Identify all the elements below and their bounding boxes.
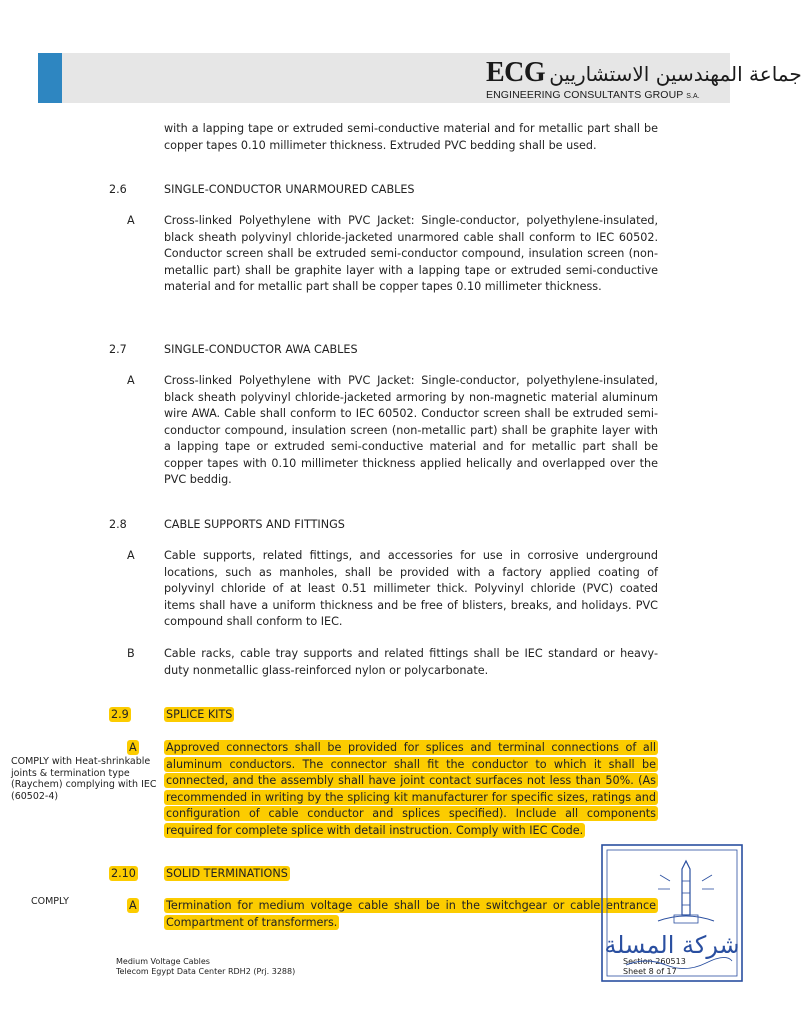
footer-sheet-number: Sheet 8 of 17 [623, 967, 677, 976]
item-letter: A [129, 741, 137, 754]
company-name: ENGINEERING CONSULTANTS GROUP S.A. [486, 89, 700, 101]
logo-arabic-text: جماعة المهندسين الاستشاريين [549, 62, 802, 86]
section-title: SPLICE KITS [166, 708, 233, 721]
stamp-text: شركة المسلة [604, 931, 740, 959]
footer-document-title: Medium Voltage Cables [116, 957, 210, 966]
section-title: SINGLE-CONDUCTOR UNARMOURED CABLES [164, 183, 415, 196]
footer-section-number: Section 260513 [623, 957, 686, 966]
item-paragraph: Termination for medium voltage cable shall be in the switchgear or cable entrance Compartment of transformers. [166, 899, 656, 929]
intro-paragraph: with a lapping tape or extruded semi-conductive material and for metallic part shall be copper tapes 0.10 millimeter thickness. Extruded PVC bedding shall be used. [164, 122, 658, 152]
footer-left [116, 957, 295, 977]
logo-ecg-text: ECG [486, 57, 546, 88]
section-number: 2.10 [111, 867, 136, 880]
company-stamp [598, 841, 746, 985]
item-paragraph: Cross-linked Polyethylene with PVC Jacket: Single-conductor, polyethylene-insulated, black sheath polyvinyl chloride-jacketed unarmored cable shall conform to IEC 60502. Conductor screen shall be extruded semi-conductor compound, insulation screen (non-metallic part) shall be graphite layer with a lapping tape or extruded semi-conductive material and for metallic part shall be copper tapes 0.10 millimeter thickness. [164, 214, 658, 293]
company-logo [486, 57, 802, 104]
item-paragraph: Cable racks, cable tray supports and related fittings shall be IEC standard or heavy-duty nonmetallic glass-reinforced nylon or polycarbonate. [164, 647, 658, 677]
footer-project-name: Telecom Egypt Data Center RDH2 (Prj. 3288) [116, 967, 296, 976]
section-number: 2.9 [111, 708, 129, 721]
item-letter: A [127, 214, 135, 227]
section-title: CABLE SUPPORTS AND FITTINGS [164, 518, 345, 531]
section-title: SOLID TERMINATIONS [166, 867, 288, 880]
stamp-graphic [598, 841, 746, 985]
section-number: 2.8 [109, 518, 127, 531]
margin-note: COMPLY [31, 896, 69, 907]
section-number: 2.6 [109, 183, 127, 196]
item-letter: B [127, 647, 135, 660]
header-accent-bar [38, 53, 62, 103]
item-letter: A [129, 899, 137, 912]
item-letter: A [127, 374, 135, 387]
section-title: SINGLE-CONDUCTOR AWA CABLES [164, 343, 358, 356]
margin-note: COMPLY with Heat-shrinkable joints & termination type (Raychem) complying with IEC (60502-4) [11, 756, 157, 802]
item-paragraph: Cross-linked Polyethylene with PVC Jacket: Single-conductor, polyethylene-insulated, black sheath polyvinyl chloride-jacketed armoring by non-magnetic material aluminum wire AWA. Cable shall conform to IEC 60502. Conductor screen shall be extruded semi-conductor compound, insulation screen (non-metallic part) shall be graphite layer with a lapping tape or extruded semi-conductive material and for metallic part shall be copper tapes with 0.10 millimeter thickness applied helically and overlapped over the PVC beddig. [164, 374, 658, 486]
item-paragraph: Cable supports, related fittings, and accessories for use in corrosive underground locations, such as manholes, shall be provided with a factory applied coating of polyvinyl chloride of at least 0.51 millimeter thick. Polyvinyl chloride (PVC) coated items shall have a uniform thickness and be free of blisters, breaks, and holidays. PVC compound shall conform to IEC. [164, 549, 658, 628]
section-number: 2.7 [109, 343, 127, 356]
item-letter: A [127, 549, 135, 562]
item-paragraph: Approved connectors shall be provided for splices and terminal connections of all aluminum conductors. The connector shall fit the conductor to which it shall be connected, and the assembly shall have joint contact surfaces not less than 50%. (As recommended in writing by the splicing kit manufacturer for specific sizes, ratings and configuration of cable conductor and splices specified). Include all components required for complete splice with detail instruction. Comply with IEC Code. [166, 741, 656, 837]
